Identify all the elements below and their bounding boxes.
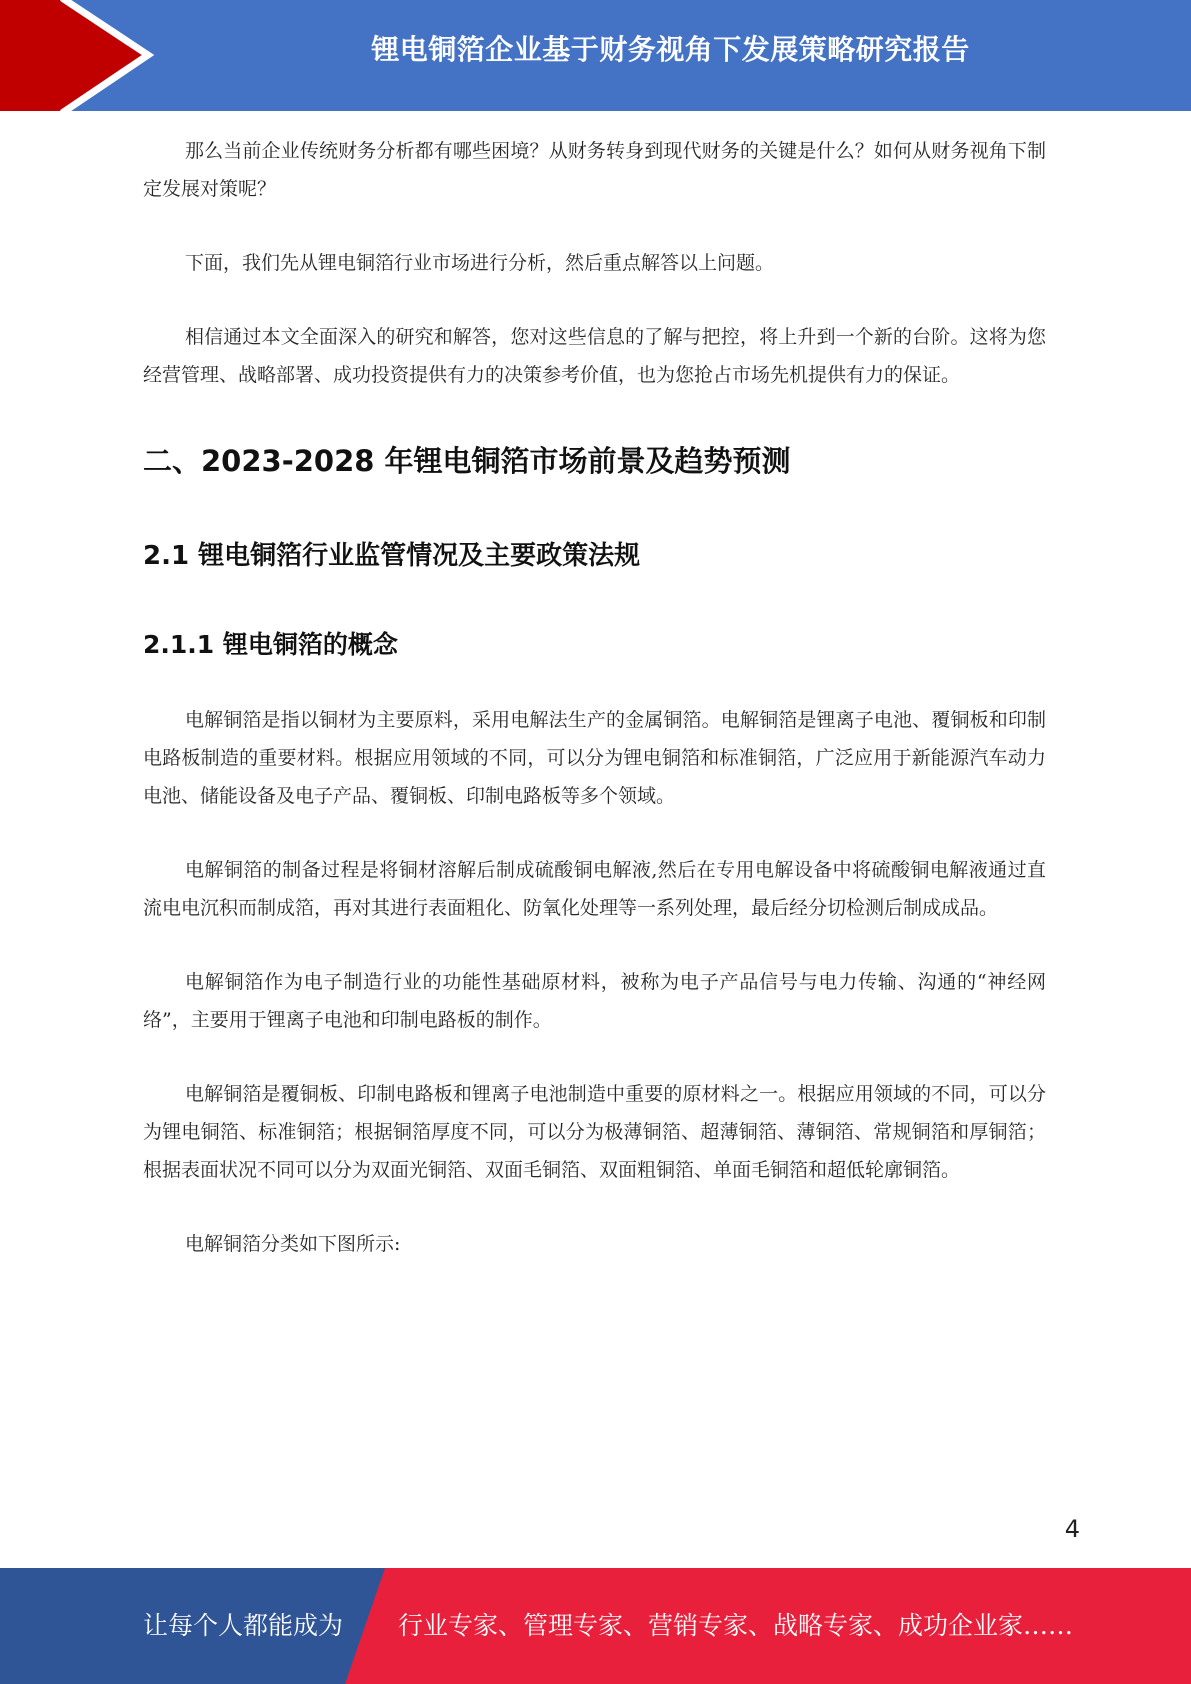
concept-paragraph-3: 电解铜箔作为电子制造行业的功能性基础原材料，被称为电子产品信号与电力传输、沟通的“神经网络”，主要用于锂离子电池和印制电路板的制作。 — [143, 971, 1046, 1031]
concept-paragraph-4: 电解铜箔是覆铜板、印制电路板和锂离子电池制造中重要的原材料之一。根据应用领域的不同，可以分为锂电铜箔、标准铜箔；根据铜箔厚度不同，可以分为极薄铜箔、超薄铜箔、薄铜箔、常规铜箔和厚铜箔；根据表面状况不同可以分为双面光铜箔、双面毛铜箔、双面粗铜箔、单面毛铜箔和超低轮廓铜箔。 — [143, 1083, 1046, 1181]
concept-paragraph-5: 电解铜箔分类如下图所示: — [185, 1233, 401, 1255]
footer-slogan-left: 让每个人都能成为 — [143, 1611, 344, 1640]
section-heading: 二、2023-2028 年锂电铜箔市场前景及趋势预测 — [143, 444, 791, 478]
concept-paragraph-1: 电解铜箔是指以铜材为主要原料，采用电解法生产的金属铜箔。电解铜箔是锂离子电池、覆铜板和印制电路板制造的重要材料。根据应用领域的不同，可以分为锂电铜箔和标准铜箔，广泛应用于新能源汽车动力电池、储能设备及电子产品、覆铜板、印制电路板等多个领域。 — [143, 709, 1046, 807]
intro-paragraph-2: 下面，我们先从锂电铜箔行业市场进行分析，然后重点解答以上问题。 — [185, 252, 775, 274]
page-number: 4 — [1064, 1515, 1080, 1543]
subsubsection-heading: 2.1.1 锂电铜箔的概念 — [143, 630, 398, 659]
document-title: 锂电铜箔企业基于财务视角下发展策略研究报告 — [371, 33, 970, 66]
intro-paragraph-1: 那么当前企业传统财务分析都有哪些困境？从财务转身到现代财务的关键是什么？如何从财务视角下制定发展对策呢？ — [143, 140, 1046, 200]
footer-slogan-right: 行业专家、管理专家、营销专家、战略专家、成功企业家…… — [398, 1611, 1074, 1640]
concept-paragraph-2: 电解铜箔的制备过程是将铜材溶解后制成硫酸铜电解液,然后在专用电解设备中将硫酸铜电解液通过直流电电沉积而制成箔，再对其进行表面粗化、防氧化处理等一系列处理，最后经分切检测后制成成品。 — [143, 859, 1046, 919]
header-banner — [0, 0, 1191, 111]
intro-paragraph-3: 相信通过本文全面深入的研究和解答，您对这些信息的了解与把控，将上升到一个新的台阶。这将为您经营管理、战略部署、成功投资提供有力的决策参考价值，也为您抢占市场先机提供有力的保证。 — [143, 326, 1046, 386]
footer-banner — [0, 1568, 1191, 1684]
subsection-heading: 2.1 锂电铜箔行业监管情况及主要政策法规 — [143, 541, 641, 571]
page-content — [143, 132, 1046, 1299]
